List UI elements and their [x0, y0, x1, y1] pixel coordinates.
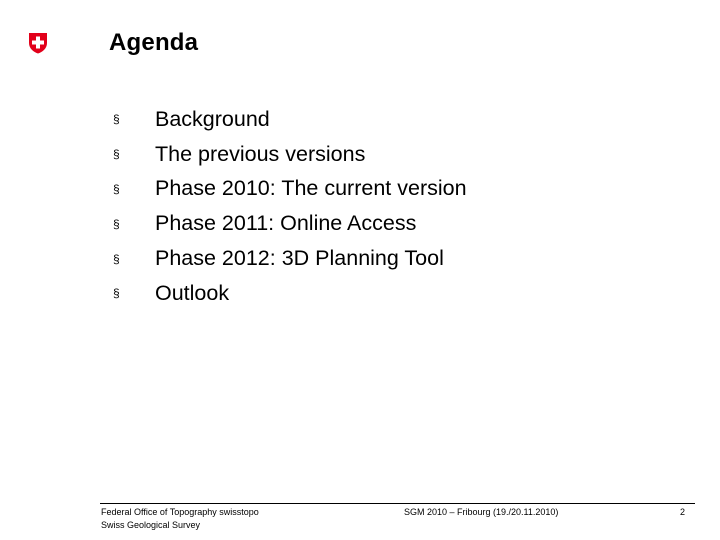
bullet-icon: § — [113, 216, 120, 231]
agenda-item-text: The previous versions — [155, 141, 366, 166]
agenda-item-text: Phase 2010: The current version — [155, 176, 467, 201]
footer-organization: Federal Office of Topography swisstopo — [101, 507, 259, 517]
bullet-icon: § — [113, 112, 120, 127]
list-item — [112, 172, 467, 207]
bullet-icon: § — [113, 147, 120, 162]
bullet-icon: § — [113, 181, 120, 196]
page-title: Agenda — [109, 29, 199, 56]
page-number: 2 — [680, 507, 686, 517]
footer-divider — [100, 503, 695, 504]
footer-organization-sub: Swiss Geological Survey — [101, 520, 201, 530]
swiss-cross-shield-icon — [27, 32, 49, 54]
list-item — [112, 206, 467, 241]
agenda-item-text: Phase 2011: Online Access — [155, 211, 417, 236]
list-item — [112, 241, 467, 276]
list-item — [112, 102, 467, 137]
list-item — [112, 137, 467, 172]
agenda-item-text: Background — [155, 106, 270, 131]
agenda-item-text: Outlook — [155, 280, 230, 305]
list-item — [112, 276, 467, 311]
agenda-item-text: Phase 2012: 3D Planning Tool — [155, 246, 444, 271]
footer-event: SGM 2010 – Fribourg (19./20.11.2010) — [404, 507, 559, 517]
bullet-icon: § — [113, 251, 120, 266]
bullet-icon: § — [113, 286, 120, 301]
agenda-list — [112, 102, 467, 311]
